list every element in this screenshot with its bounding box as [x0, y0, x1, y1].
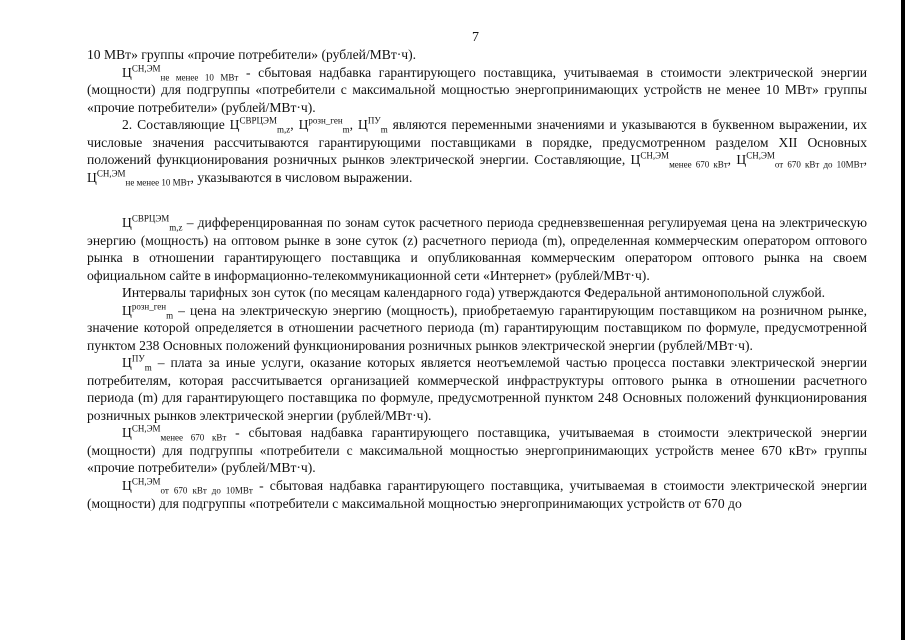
definition-svrcem: $Ц^{СВРЦЭМ}_{m,z}$ – дифференцированная по зонам суток расчетного периода средневзвешенная регулируемая цена на электрическую энергию (мощность) на оптовом рынке в зоне суток (z) расчетного периода (m), определенная коммерческим оператором оптового рынка в отношении гарантирующего поставщика и опубликованная коммерческим оператором оптового рынка на своем официальном сайте в информационно-телекоммуникационной сети «Интернет» (рублей/МВт·ч). [87, 213, 867, 283]
symbol-670-to-10: $Ц^{СН,ЭМ}_{от 670 кВт до 10МВт}$ [736, 150, 864, 170]
symbol-pu: $Ц^{ПУ}_m$ [358, 115, 388, 135]
paragraph-tariff-intervals: Интервалы тарифных зон суток (по месяцам календарного года) утверждаются Федеральной антимонопольной службой. [122, 285, 826, 301]
symbol-670-to-10-def: $Ц^{СН,ЭМ}_{от 670 кВт до 10МВт}$ [122, 476, 253, 496]
symbol-rozn-gen-def: $Ц^{розн\_ген}_m$ [122, 301, 174, 321]
symbol-svrcem-def: $Ц^{СВРЦЭМ}_{m,z}$ [122, 213, 183, 233]
symbol-pu-def: $Ц^{ПУ}_m$ [122, 353, 152, 373]
text-block-top [87, 46, 867, 186]
paragraph-components: 2. Составляющие $Ц^{СВРЦЭМ}_{m,z}$, $Ц^{розн\_ген}_m$, $Ц^{ПУ}_m$ являются переменными значениями и указываются в буквенном выражении, их числовые значения рассчитываются гарантирующими поставщиками в порядке, предусмотренном разделом XII Основных положений функционирования розничных рынков электрической энергии. Составляющие, $Ц^{СН,ЭМ}_{менее 670 кВт}$, $Ц^{СН,ЭМ}_{от 670 кВт до 10МВт}$, $Ц^{СН,ЭМ}_{не менее 10 МВт}$, указываются в числовом выражении. [87, 115, 868, 188]
paragraph-surcharge-10mw: $Ц^{СН,ЭМ}_{не менее 10 МВт}$ - сбытовая надбавка гарантирующего поставщика, учитываемая в стоимости электрической энергии (мощности) для подгруппы «потребители с максимальной мощностью энергопринимающих устройств не менее 10 МВт» группы «прочие потребители» (рублей/МВт·ч). [87, 63, 867, 115]
symbol-surcharge-10mw: $Ц^{СН,ЭМ}_{не менее 10 МВт}$ [122, 63, 239, 83]
scan-edge [901, 0, 905, 640]
definition-670-to-10: $Ц^{СН,ЭМ}_{от 670 кВт до 10МВт}$ - сбытовая надбавка гарантирующего поставщика, учитываемая в стоимости электрической энергии (мощности) для подгруппы «потребители с максимальной мощностью энергопринимающих устройств от 670 до [87, 476, 868, 511]
definition-less-670: $Ц^{СН,ЭМ}_{менее 670 кВт}$ - сбытовая надбавка гарантирующего поставщика, учитываемая в стоимости электрической энергии (мощности) для подгруппы «потребители с максимальной мощностью энергопринимающих устройств менее 670 кВт» группы «прочие потребители» (рублей/МВт·ч). [87, 423, 867, 476]
paragraph-continuation: 10 МВт» группы «прочие потребители» (рублей/МВт·ч). [87, 47, 417, 62]
definition-rozn-gen: $Ц^{розн\_ген}_m$ – цена на электрическую энергию (мощность), приобретаемую гарантирующим поставщиком на розничном рынке, значение которой определяется в отношении расчетного периода (m) гарантирующим поставщиком по формуле, предусмотренной пунктом 238 Основных положений функционирования розничных рынков электрической энергии (рублей/МВт·ч). [87, 301, 867, 353]
text-block-definitions [87, 214, 867, 512]
symbol-less-670-def: $Ц^{СН,ЭМ}_{менее 670 кВт}$ [122, 423, 227, 444]
symbol-rozn-gen: $Ц^{розн\_ген}_m$ [298, 115, 350, 135]
symbol-not-less-10: $Ц^{СН,ЭМ}_{не менее 10 МВт}$ [87, 168, 191, 188]
page-number: 7 [472, 30, 479, 45]
symbol-less-670: $Ц^{СН,ЭМ}_{менее 670 кВт}$ [630, 150, 728, 170]
definition-pu: $Ц^{ПУ}_m$ – плата за иные услуги, оказание которых является неотъемлемой частью процесса поставки электрической энергии потребителям, которая рассчитывается организацией коммерческой инфраструктуры оптового рынка в отношении расчетного периода (m) для гарантирующего поставщика по формуле, предусмотренной пунктом 248 Основных положений функционирования розничных рынков электрической энергии (рублей/МВт·ч). [87, 353, 867, 423]
symbol-svrcem: $Ц^{СВРЦЭМ}_{m,z}$ [229, 115, 291, 135]
